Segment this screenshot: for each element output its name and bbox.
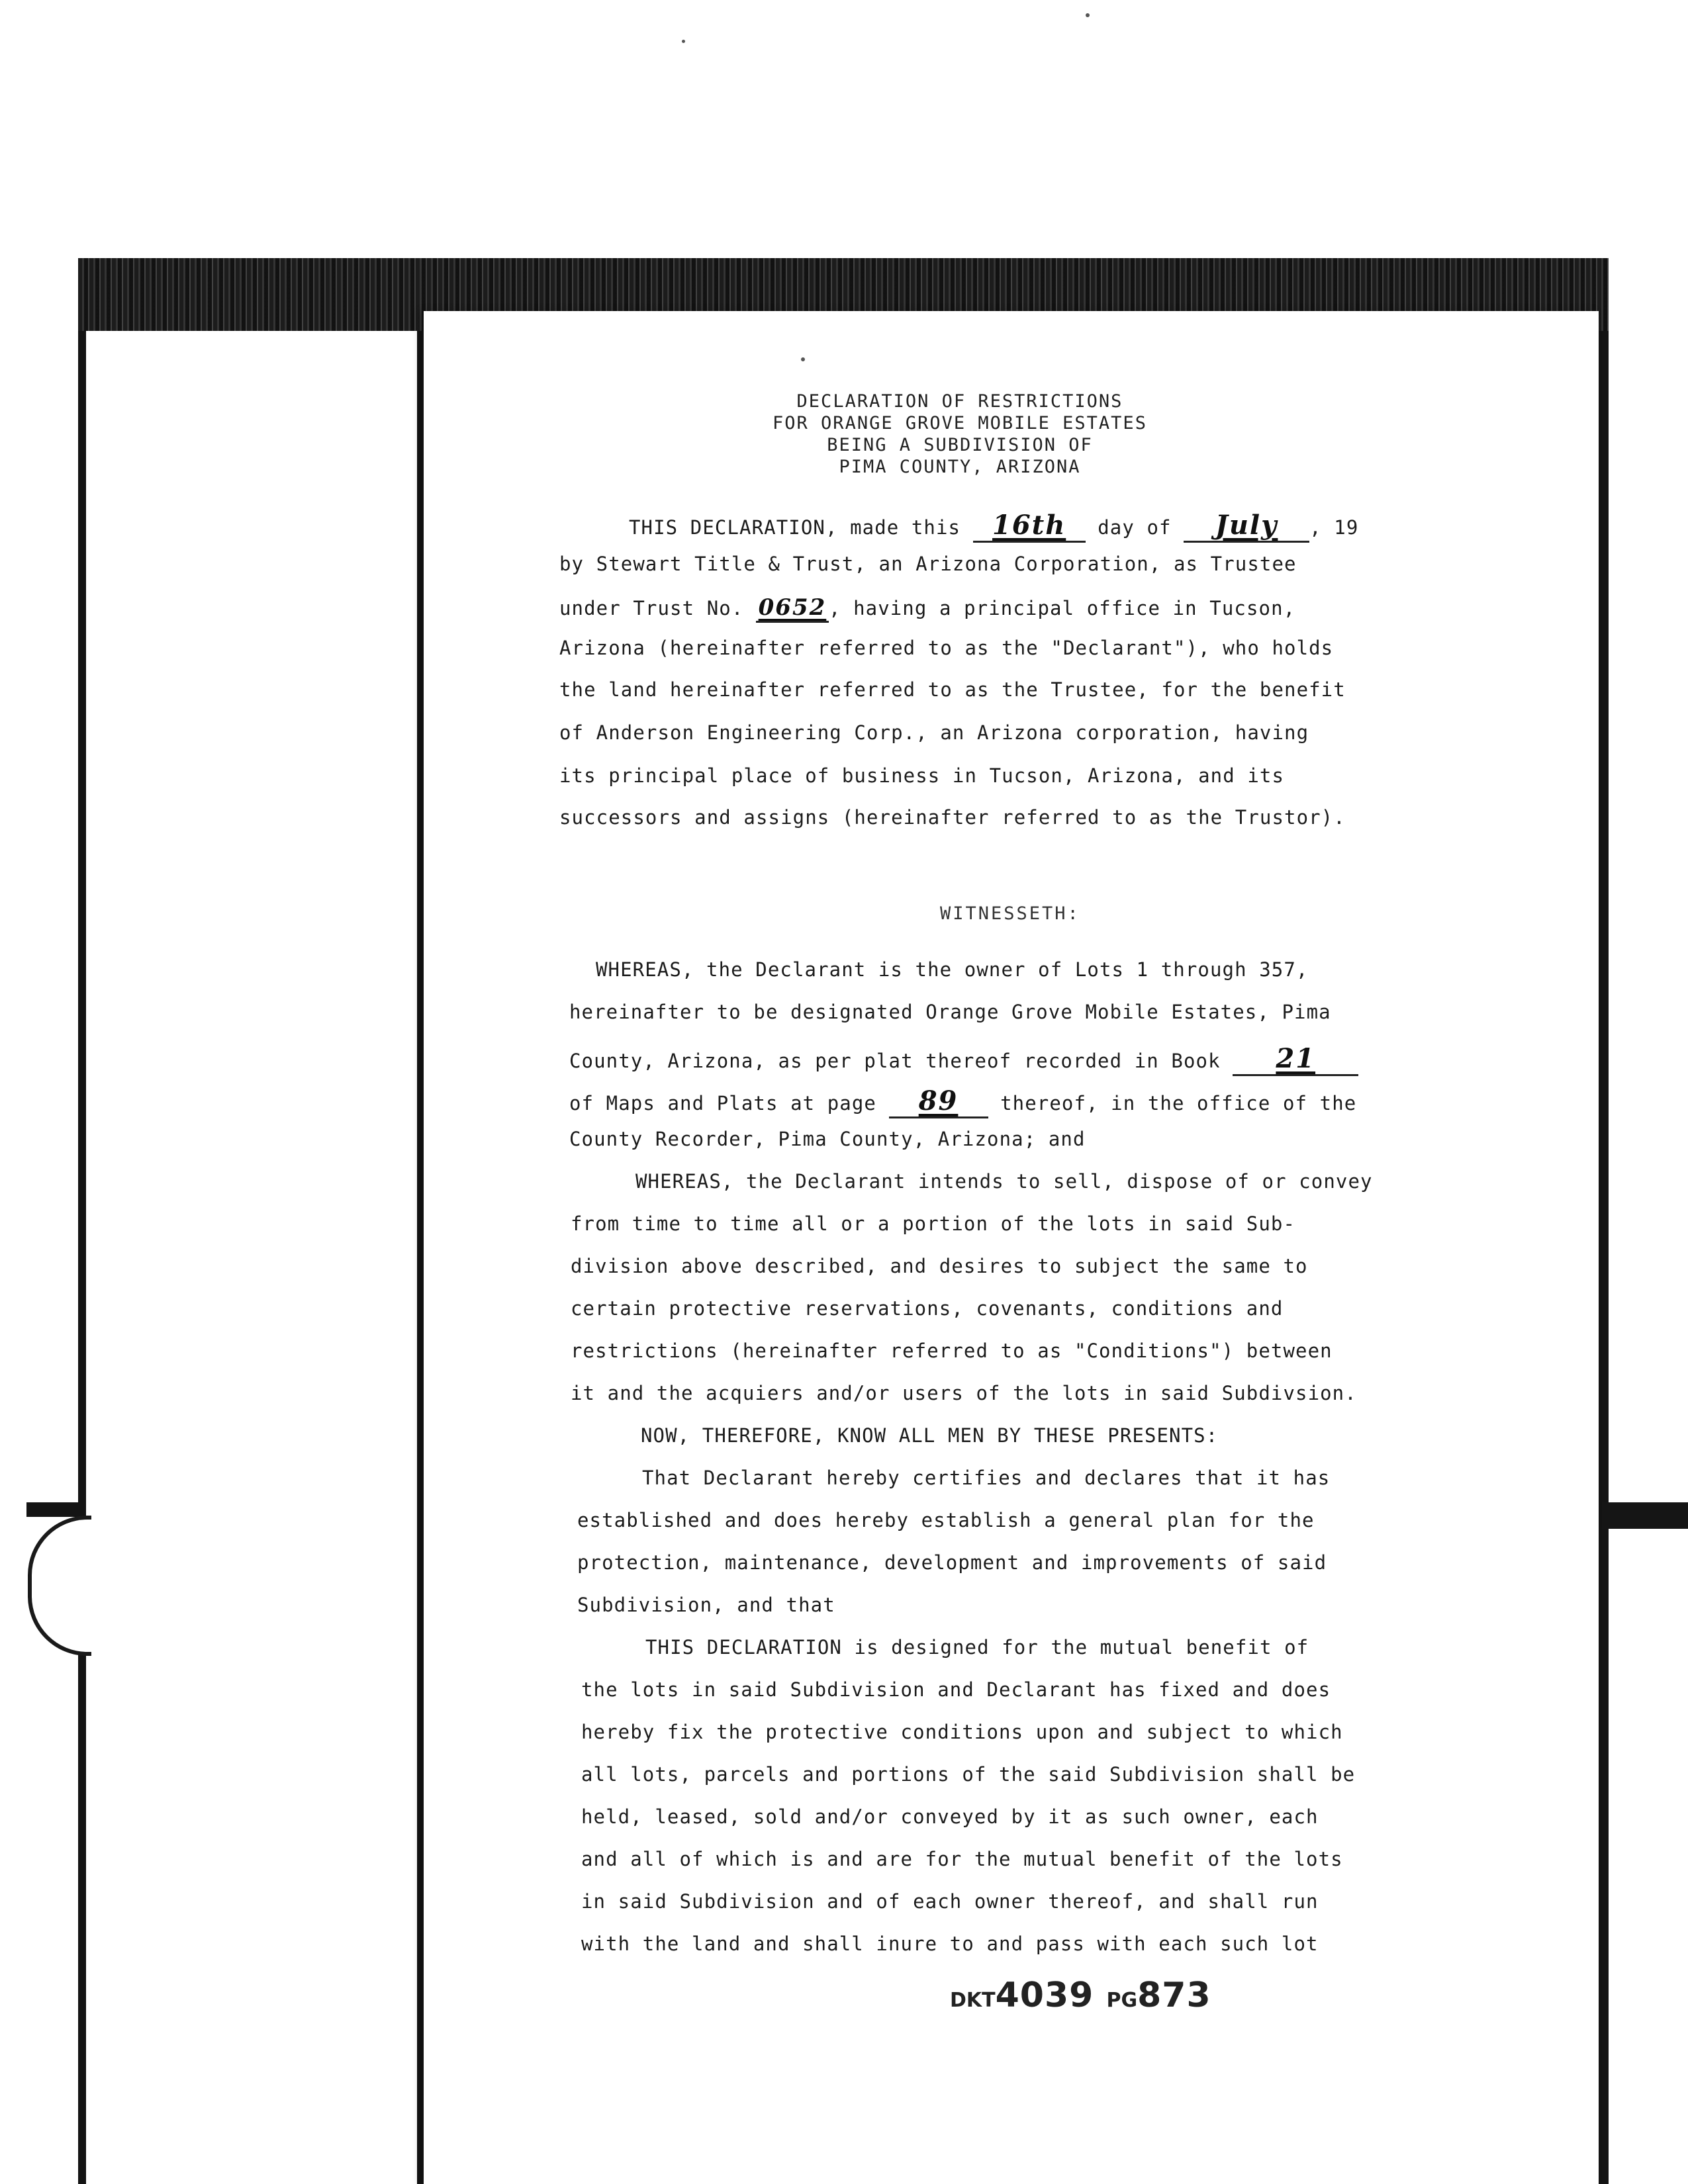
intro-line-1: THIS DECLARATION, made this 16th day of July , 19 <box>629 510 1358 543</box>
that-line-3: protection, maintenance, development and improvements of said <box>577 1551 1327 1574</box>
page-fold-mark <box>28 1516 91 1656</box>
intro-line-7: its principal place of business in Tucson, Arizona, and its <box>559 764 1285 787</box>
this-line-1: THIS DECLARATION is designed for the mutual benefit of <box>645 1636 1309 1659</box>
intro-line-4: Arizona (hereinafter referred to as the "Declarant"), who holds <box>559 637 1334 659</box>
heading-line-1: DECLARATION OF RESTRICTIONS <box>796 391 1123 412</box>
whereas1-line-3: County, Arizona, as per plat thereof recorded in Book 21 <box>569 1043 1358 1076</box>
whereas2-line-5: restrictions (hereinafter referred to as "Conditions") between <box>571 1340 1333 1362</box>
whereas2-line-2: from time to time all or a portion of the lots in said Sub- <box>571 1212 1296 1235</box>
plat-page-field <box>889 1085 988 1118</box>
heading-line-4: PIMA COUNTY, ARIZONA <box>839 457 1081 477</box>
whereas1-line-2: hereinafter to be designated Orange Grove Mobile Estates, Pima <box>569 1001 1331 1023</box>
intro-line-3: under Trust No. 0652 , having a principal office in Tucson, <box>559 594 1295 623</box>
intro-line-2: by Stewart Title & Trust, an Arizona Corporation, as Trustee <box>559 553 1297 575</box>
this-line-5: held, leased, sold and/or conveyed by it as such owner, each <box>581 1805 1319 1828</box>
that-line-4: Subdivision, and that <box>577 1594 835 1616</box>
this-line-2: the lots in said Subdivision and Declarant has fixed and does <box>581 1678 1331 1701</box>
handwritten-page-number: 89 <box>918 1085 959 1116</box>
plat-book-field <box>1233 1043 1358 1076</box>
whereas1-line-5: County Recorder, Pima County, Arizona; and <box>569 1128 1086 1150</box>
now-therefore-line: NOW, THEREFORE, KNOW ALL MEN BY THESE PRESENTS: <box>641 1424 1219 1447</box>
this-line-6: and all of which is and are for the mutual benefit of the lots <box>581 1848 1343 1870</box>
handwritten-day: 16th <box>992 510 1066 541</box>
heading-line-2: FOR ORANGE GROVE MOBILE ESTATES <box>773 413 1147 433</box>
this-line-7: in said Subdivision and of each owner thereof, and shall run <box>581 1890 1319 1913</box>
day-field <box>973 510 1086 543</box>
binding-clip-left <box>26 1502 86 1517</box>
this-line-4: all lots, parcels and portions of the said Subdivision shall be <box>581 1763 1356 1786</box>
whereas2-line-6: it and the acquiers and/or users of the lots in said Subdivsion. <box>571 1382 1357 1404</box>
that-line-2: established and does hereby establish a general plan for the <box>577 1509 1315 1531</box>
this-line-3: hereby fix the protective conditions upon and subject to which <box>581 1721 1343 1743</box>
document-heading <box>662 390 1258 478</box>
recording-book-number: 4039 <box>995 1976 1094 2015</box>
this-line-8: with the land and shall inure to and pass with each such lot <box>581 1933 1319 1955</box>
whereas1-line-1: WHEREAS, the Declarant is the owner of Lots 1 through 357, <box>596 958 1309 981</box>
whereas1-line-4: of Maps and Plats at page 89 thereof, in the office of the <box>569 1085 1356 1118</box>
whereas2-line-1: WHEREAS, the Declarant intends to sell, dispose of or convey <box>635 1170 1373 1193</box>
whereas2-line-4: certain protective reservations, covenants, conditions and <box>571 1297 1284 1320</box>
scan-speck <box>801 357 805 361</box>
intro-line-8: successors and assigns (hereinafter referred to as the Trustor). <box>559 806 1346 829</box>
scan-speck <box>682 40 685 43</box>
intro-line-5: the land hereinafter referred to as the Trustee, for the benefit <box>559 678 1346 701</box>
whereas2-line-3: division above described, and desires to subject the same to <box>571 1255 1308 1277</box>
that-line-1: That Declarant hereby certifies and declares that it has <box>642 1467 1331 1489</box>
page-left-margin <box>86 331 417 2184</box>
recording-page-number: 873 <box>1137 1976 1211 2015</box>
intro-line-6: of Anderson Engineering Corp., an Arizona corporation, having <box>559 721 1309 744</box>
trust-number-field <box>756 594 829 623</box>
heading-line-3: BEING A SUBDIVISION OF <box>827 435 1093 455</box>
handwritten-book-number: 21 <box>1276 1043 1316 1074</box>
month-field <box>1184 510 1309 543</box>
recording-book-page-stamp: DKT4039 PG873 <box>950 1976 1211 2015</box>
scan-speck <box>1086 13 1090 17</box>
binding-clip-right <box>1602 1502 1688 1529</box>
witnesseth-heading: WITNESSETH: <box>940 903 1080 924</box>
handwritten-trust-number: 0652 <box>758 594 827 621</box>
handwritten-month: July <box>1215 510 1278 541</box>
